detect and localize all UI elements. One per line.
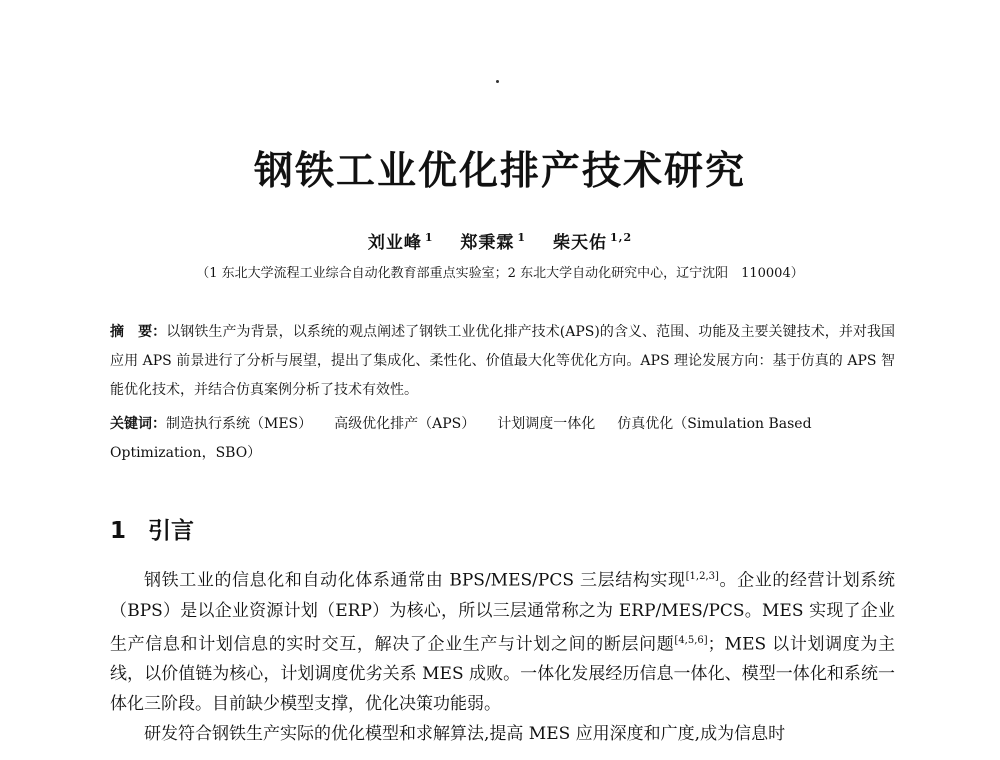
affiliation: （1 东北大学流程工业综合自动化教育部重点实验室；2 东北大学自动化研究中心，辽宁沈阳 110004） xyxy=(196,266,804,281)
abstract xyxy=(110,318,895,405)
paragraph: 研发符合钢铁生产实际的优化模型和求解算法,提高 MES 应用深度和广度,成为信息时 xyxy=(144,724,786,745)
section-number: 1 xyxy=(110,518,127,544)
abstract-label: 摘 要： xyxy=(110,324,167,340)
abstract-text: 以钢铁生产为背景，以系统的观点阐述了钢铁工业优化排产技术(APS)的含义、范围、功能及主要关键技术，并对我国应用 APS 前景进行了分析与展望，提出了集成化、柔性化、价值最大化等优化方向。APS 理论发展方向：基于仿真的 APS 智能优化技术，并结合仿真案例分析了技术有效性。 xyxy=(110,324,896,398)
author: 郑秉霖 $^1$ xyxy=(460,231,527,253)
keywords xyxy=(110,410,895,468)
keyword: 仿真优化（Simulation Based Optimization，SBO） xyxy=(110,416,812,461)
author-list xyxy=(0,228,1000,253)
page-mark-dot xyxy=(496,80,499,83)
intro-body xyxy=(110,562,895,749)
section-title: 引言 xyxy=(148,518,195,544)
keyword: 高级优化排产（APS） xyxy=(334,416,476,432)
author: 柴天佑 $^{1,2}$ xyxy=(553,231,633,253)
keywords-label: 关键词： xyxy=(110,416,166,432)
author: 刘业峰 $^1$ xyxy=(367,231,434,253)
paper-title: 钢铁工业优化排产技术研究 xyxy=(253,149,746,194)
section-heading xyxy=(110,512,194,545)
citation: [1,2,3] xyxy=(685,571,719,582)
keyword: 计划调度一体化 xyxy=(497,416,596,432)
citation: [4,5,6] xyxy=(674,634,708,646)
paragraph: 钢铁工业的信息化和自动化体系通常由 BPS/MES/PCS 三层结构实现[1,2,3]。企业的经营计划系统（BPS）是以企业资源计划（ERP）为核心，所以三层通常称之为 ERP/MES/PCS。MES 实现了企业生产信息和计划信息的实时交互，解决了企业生产与计划之间的断层问题[4,5,6]；MES 以计划调度为主线，以价值链为核心，计划调度优劣关系 MES 成败。一体化发展经历信息一体化、模型一体化和系统一体化三阶段。目前缺少模型支撑，优化决策功能弱。 xyxy=(110,570,896,715)
keyword: 制造执行系统（MES） xyxy=(166,416,313,432)
